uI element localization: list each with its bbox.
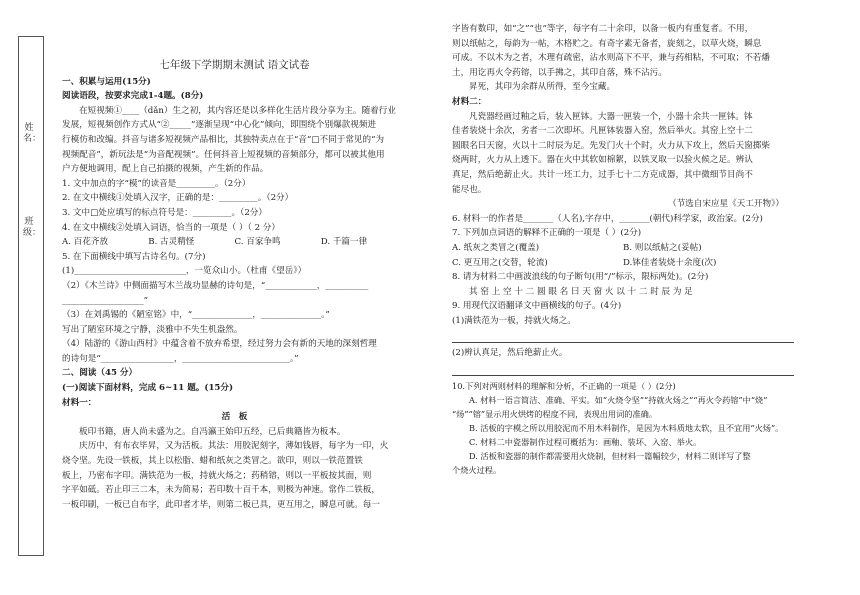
right-column [452,22,794,477]
right-text-line: 凡瓷器经画过釉之后，装入匣钵。大器一匣装一个，小器十余共一匣钵。钵 [469,111,753,122]
q7-option: A. 纸灰之类冒之(覆盖) [452,242,540,253]
right-text-line: 8. 请为材料二中画波浪线的句子断句(用“/”标示，限标两处)。(2分) [452,272,709,283]
source-note: （节选自宋应星《天工开物》） [667,199,784,210]
left-text-line: 二、阅读（45 分） [62,368,138,379]
answer-line-2[interactable] [452,363,794,376]
right-text-line: 个烧火过程。 [452,465,502,476]
left-text-line: 材料一： [62,397,97,408]
left-text-line: 行模仿和改编。抖音与诸多短视频产品相比，其独特卖点在于“音”□不同于常见的“为 [62,134,385,145]
class-label: 班级： [23,217,42,238]
left-text-line: 字平如砥。若止印三二本，未为简易；若印数十百千本，则极为神速。常作二铁板， [62,485,380,496]
left-text-line: （3）在刘禹锡的《陋室铭》中，“______________，______________。” [62,310,330,321]
right-text-line: 土，用讫再火令药镕，以手拂之，其印自落，殊不沾污。 [452,67,667,78]
left-text-line: 的诗句是“_________________，_________________________。” [62,353,299,364]
left-text-line: 1. 文中加点的字“模”的读音是_________。（2分） [62,178,251,189]
right-text-line: 真足，然后绝薪止火。共计一坯工力，过手七十二方克成器，其中微细节目尚不 [452,169,753,180]
left-text-line: (1)__________________________，一览众山小。（杜甫《望岳》） [62,266,307,277]
q4-option: D. 千篇一律 [320,237,368,248]
left-text-line: 庆历中，有布衣毕昇，又为活板。其法：用胶泥刻字，薄如钱唇，每字为一印，火 [79,441,389,452]
right-text-line: (1)满铁范为一板，持就火炀之。 [452,315,576,326]
right-text-line: A. 材料一语言简洁、准确、平实。如“火烧令坚”“持就火炀之”“再火令药镕”中“烧” [469,395,768,406]
left-text-line: 2. 在文中横线①处填入汉字，正确的是：_________。（2分） [62,193,294,204]
left-text-line: 一板印刷，一板已自布字，此印者才毕，则第二板已具，更互用之，瞬息可就。每一 [62,499,380,510]
q4-option: A. 百花齐放 [62,237,109,248]
binding-strip [18,36,44,556]
right-text-line: 则以纸帖之，每韵为一帖，木格贮之。有奇字素无备者，旋刻之，以草火烧，瞬息 [452,38,762,49]
left-text-line: 活 板 [221,412,248,423]
q9-2: (2)辨认真足，然后绝薪止火。 [452,348,568,359]
left-text-line: 4. 在文中横线②处填入词语，恰当的一项是（ ）（ 2 分） [62,222,280,233]
left-text-line: 视频配音”，新玩法是“为音配视频”。任何抖音上短视频的音频部分，都可以被其他用 [62,149,385,160]
left-text-line: 户方便地调用，配上自己拍摄的视频，产生新的作品。 [62,164,269,175]
left-text-line: (一)阅读下面材料，完成 6~11 题。(15分) [62,383,234,394]
left-text-line: 在短视频①____（dǎn）生之初，其内容还是以多样化生活片段分享为主。随着行业 [79,105,396,116]
q4-options [62,235,407,250]
right-text-line: 字皆有数印，如“之”“也”等字，每字有二十余印，以备一板内有重复者。不用， [452,24,754,34]
right-text-line: 圆眼名曰天窗，火以十二时辰为足。先发门火十个时，火力从下攻上，然后天窗掷柴 [452,140,770,151]
left-text-line: 写出了陋室环境之宁静，淡雅中不失生机盎然。 [62,324,243,335]
exam-title: 七年级下学期期末测试 语文试卷 [159,59,310,71]
right-text-line: 10.下列对两则材料的理解和分析，不正确的一项是（ ）(2分) [452,381,676,392]
right-text-line: 烧两时，火力从上透下。器在火中其软如棉絮，以铁叉取一以验火候之足。辨认 [452,155,753,166]
name-label: 姓名： [23,123,42,144]
right-text-line: 7. 下列加点词语的解释不正确的一项是（ ）(2分) [452,228,642,239]
right-text-line: 能尽也。 [452,184,487,195]
left-text-line: ___________________” [62,295,149,306]
right-text-line: 6. 材料一的作者是_______（人名),字存中，_______(朝代)科学家，政治家。(2分) [452,213,763,224]
left-text-line: 板印书籍，唐人尚未盛为之。自冯瀛王始印五经，已后典籍皆为板本。 [79,426,346,437]
right-text-line: 佳者装烧十余次，劣者一二次即坏。凡匣钵装器入窑，然后举火。其窑上空十二 [452,126,753,137]
answer-line-1[interactable] [452,330,794,343]
left-text-line: 3. 文中□处应填写的标点符号是：_________。（2分） [62,207,267,218]
left-text-line: 板上，乃密布字印。满铁范为一板，持就火炀之；药稍镕，则以一平板按其面，则 [62,470,372,481]
left-text-line: 烧令坚。先设一铁板，其上以松脂、蜡和纸灰之类冒之。欲印，则以一铁范置铁 [62,456,363,467]
q4-option: B. 古灵精怪 [148,237,195,248]
right-text-line: 可成。不以木为之者，木理有疏密，沾水则高下不平，兼与药相粘，不可取；不若燔 [452,53,770,64]
left-column [62,0,407,512]
left-text-line: 5. 在下面横线中填写古诗名句。(7分) [62,251,206,262]
right-text-line: B. 活板的字模之所以用胶泥而不用木料制作，是因为木料质地太软，且不宜用“火炀”。 [469,423,784,434]
q7-option: B. 则以纸帖之(妥帖) [623,242,702,253]
q7-option: C. 更互用之(交替，轮流) [452,257,548,268]
right-text-line: D. 活板和瓷器的制作都需要用火烧制，但材料一篇幅较少，材料二则详写了整 [469,451,751,462]
q7-options [452,241,794,270]
right-text-line: 其 窑 上 空 十 二 圆 眼 名 曰 天 窗 火 以 十 二 时 辰 为 足 [469,286,693,297]
q7-option: D.钵佳者装烧十余度(次) [623,257,717,268]
right-text-line: 材料二： [452,96,487,107]
left-text-line: （4）陆游的《游山西村》中蕴含着不放弃希望，经过努力会有新的天地的深刻哲理 [62,339,377,350]
right-text-line: “炀”“镕”显示用火烘烤的程度不同，表现出用词的准确。 [452,409,658,420]
right-text-line: 昇死，其印为余群从所得，至今宝藏。 [469,82,616,93]
left-text-line: 阅读语段，按要求完成1-4题。(8分) [62,91,204,102]
right-text-line: 9. 用现代汉语翻译文中画横线的句子。(4分) [452,301,622,312]
left-text-line: （2）《木兰诗》中侧面描写木兰战功显赫的诗句是，“____________，__________ [62,280,369,291]
left-text-line: 一、积累与运用(15分) [62,76,151,87]
left-text-line: 发展，短视频创作方式从“②_____”逐渐呈现“中心化”倾向，即围绕个别爆款视频进 [62,120,377,131]
right-text-line: C. 材料二中瓷器制作过程可概括为：画釉、装坏、入窑、举火。 [469,437,702,448]
q4-option: C. 百家争鸣 [234,237,281,248]
